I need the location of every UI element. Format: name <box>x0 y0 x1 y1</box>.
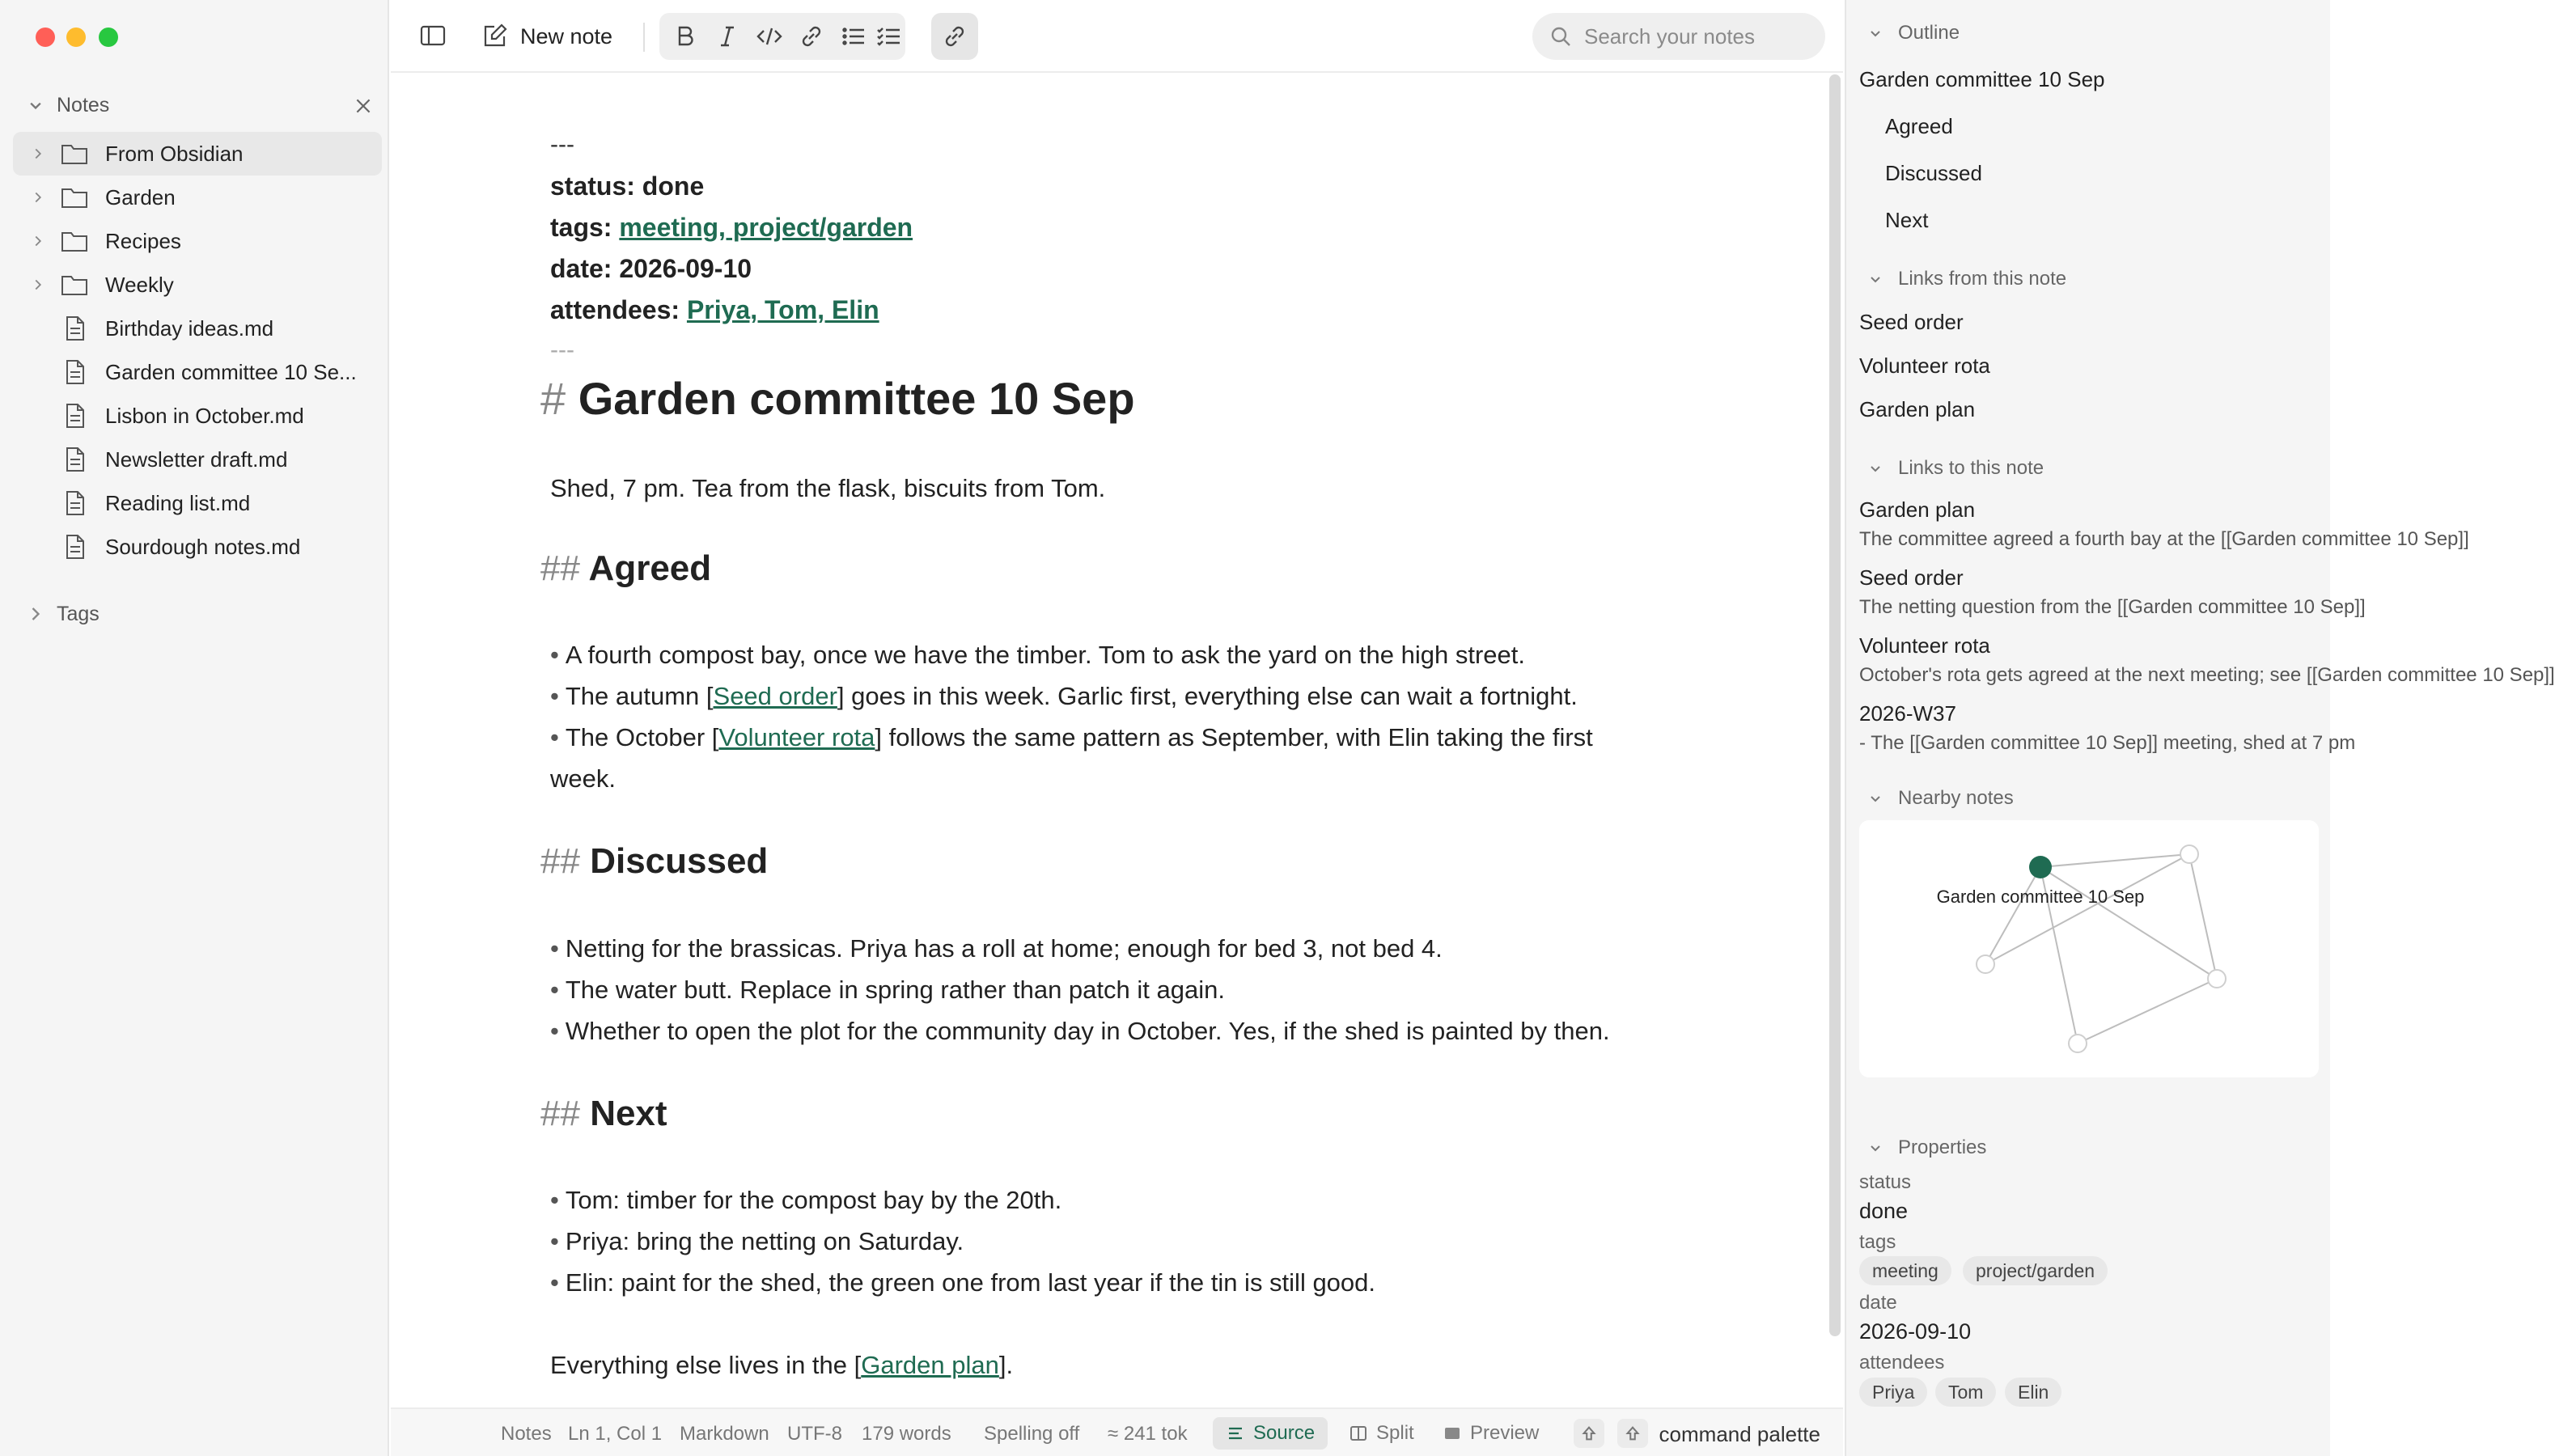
arrow-up-icon <box>1580 1424 1598 1442</box>
tree-item-label: Birthday ideas.md <box>105 315 274 341</box>
frontmatter-tags-link[interactable]: meeting, project/garden <box>619 213 913 242</box>
frontmatter-status <box>550 171 704 201</box>
frontmatter-key: attendees: <box>550 295 680 324</box>
lines-icon <box>1226 1424 1245 1443</box>
tag-chip[interactable]: meeting <box>1859 1256 1951 1285</box>
list-item-text: Elin: paint for the shed, the green one from last year if the tin is still good. <box>565 1268 1376 1297</box>
frontmatter-value: done <box>642 171 705 201</box>
bullet-marker: • <box>550 682 559 710</box>
frontmatter-attendees-link[interactable]: Priya, Tom, Elin <box>686 295 879 324</box>
graph-node[interactable] <box>2180 845 2198 863</box>
chevron-down-icon <box>1866 269 1885 289</box>
command-palette-button[interactable]: command palette <box>1659 1422 1820 1446</box>
window-close-button[interactable] <box>36 28 55 47</box>
heading-discussed <box>540 841 768 882</box>
list-item-text: The water butt. Replace in spring rather than patch it again. <box>565 976 1225 1004</box>
tags-section-label: Tags <box>57 602 100 625</box>
new-note-label: New note <box>520 23 613 49</box>
list-item <box>550 723 1593 752</box>
chevron-down-icon <box>1866 459 1885 478</box>
paragraph-text: ]. <box>998 1351 1014 1379</box>
bullet-marker: • <box>550 1017 559 1045</box>
backlink-title[interactable]: Volunteer rota <box>1859 633 1990 658</box>
tree-file-birthday-ideas[interactable] <box>13 307 382 350</box>
tree-item-label: Garden <box>105 184 176 210</box>
chevron-down-icon <box>1866 789 1885 808</box>
sidebar-toggle-icon[interactable] <box>418 21 447 50</box>
note-title: Garden committee 10 Sep <box>578 373 1135 424</box>
sync-up-button[interactable] <box>1574 1419 1604 1448</box>
list-item-text: Priya: bring the netting on Saturday. <box>565 1227 964 1255</box>
attendee-chip[interactable]: Tom <box>1935 1378 1996 1407</box>
tree-file-lisbon[interactable] <box>13 394 382 438</box>
checklist-icon[interactable] <box>875 22 904 51</box>
status-syntax: Markdown <box>680 1423 769 1445</box>
list-item <box>550 1227 964 1256</box>
file-icon <box>60 315 89 341</box>
tag-chip[interactable]: project/garden <box>1963 1256 2108 1285</box>
preview-icon <box>1443 1424 1462 1443</box>
chevron-right-icon <box>24 603 47 625</box>
list-item <box>550 682 1578 711</box>
outgoing-link-item[interactable]: Garden plan <box>1859 397 1976 421</box>
link-icon[interactable] <box>797 22 826 51</box>
formatting-group <box>659 13 905 60</box>
sync-down-button[interactable] <box>1617 1419 1648 1448</box>
notes-tree <box>13 132 382 569</box>
compose-icon <box>480 22 509 51</box>
file-icon <box>60 534 89 560</box>
property-value-status: done <box>1859 1199 1909 1223</box>
status-cursor-position: Ln 1, Col 1 <box>568 1423 663 1445</box>
heading-text: Next <box>590 1094 667 1133</box>
bullet-marker: • <box>550 1186 559 1214</box>
heading-next <box>540 1094 667 1134</box>
backlink-snippet: The netting question from the [[Garden committee 10 Sep]] <box>1859 596 2366 618</box>
notes-section-header[interactable] <box>24 91 380 120</box>
chevron-down-icon <box>1866 23 1885 43</box>
folder-icon <box>60 184 89 210</box>
list-item <box>550 976 1225 1005</box>
left-sidebar <box>0 0 389 1456</box>
property-label: tags <box>1859 1231 1896 1253</box>
bullet-marker: • <box>550 1268 559 1297</box>
list-item <box>550 1017 1610 1046</box>
frontmatter-tags <box>550 213 913 243</box>
intro-paragraph: Shed, 7 pm. Tea from the flask, biscuits from Tom. <box>550 474 1106 502</box>
heading-marker: # <box>540 373 566 424</box>
tree-file-reading-list[interactable] <box>13 481 382 525</box>
backlink-title[interactable]: Seed order <box>1859 565 1964 590</box>
tree-item-label: Newsletter draft.md <box>105 447 288 472</box>
bullet-marker: • <box>550 1227 559 1255</box>
file-icon <box>60 403 89 429</box>
list-item-text: Whether to open the plot for the community day in October. Yes, if the shed is painted by then. <box>565 1017 1610 1045</box>
heading-marker: ## <box>540 1094 580 1133</box>
chevron-right-icon[interactable] <box>29 145 47 163</box>
list-item-text: A fourth compost bay, once we have the timber. Tom to ask the yard on the high street. <box>565 641 1525 669</box>
file-icon <box>60 490 89 516</box>
preview-mode-label: Preview <box>1470 1422 1540 1444</box>
status-spelling[interactable]: Spelling off <box>984 1423 1080 1445</box>
editor-pane[interactable] <box>391 74 1827 1407</box>
list-item <box>550 1186 1061 1215</box>
folder-icon <box>60 228 89 254</box>
outline-item-agreed[interactable]: Agreed <box>1885 114 1953 138</box>
frontmatter-key: date: <box>550 254 612 283</box>
links-to-section-header[interactable] <box>1866 455 2044 481</box>
heading-marker: ## <box>540 841 580 881</box>
window-minimize-button[interactable] <box>66 28 86 47</box>
property-label: date <box>1859 1292 1897 1314</box>
frontmatter-date <box>550 254 752 284</box>
status-notes: Notes <box>501 1423 552 1445</box>
wikilink-seed-order[interactable]: Seed order <box>713 682 837 710</box>
outline-section-header[interactable] <box>1866 20 1960 46</box>
status-bar <box>391 1407 1843 1456</box>
list-item <box>550 641 1525 670</box>
outgoing-link-item[interactable]: Seed order <box>1859 310 1964 334</box>
list-item-wrap: week. <box>550 764 616 793</box>
frontmatter-delimiter: --- <box>550 336 574 363</box>
tree-item-label: Recipes <box>105 228 181 253</box>
list-item-text: The October [ <box>565 723 719 751</box>
property-label: attendees <box>1859 1352 1945 1373</box>
preview-mode-button[interactable] <box>1430 1417 1552 1450</box>
note-title-heading <box>540 372 1135 425</box>
list-item-text: Netting for the brassicas. Priya has a roll at home; enough for bed 3, not bed 4. <box>565 934 1443 963</box>
properties-section-header[interactable] <box>1866 1135 1986 1161</box>
heading-text: Agreed <box>588 548 712 588</box>
frontmatter-delimiter: --- <box>550 131 574 158</box>
tree-folder-garden[interactable] <box>13 176 382 219</box>
toolbar <box>391 0 1843 73</box>
tree-file-garden-committee[interactable] <box>13 350 382 394</box>
bullet-marker: • <box>550 723 559 751</box>
bullet-marker: • <box>550 641 559 669</box>
tree-folder-from-obsidian[interactable] <box>13 132 382 176</box>
chevron-right-icon[interactable] <box>29 276 47 294</box>
tree-file-newsletter[interactable] <box>13 438 382 481</box>
bullet-marker: • <box>550 976 559 1004</box>
links-to-title: Links to this note <box>1898 457 2044 479</box>
tree-file-sourdough[interactable] <box>13 525 382 569</box>
search-box[interactable] <box>1532 13 1825 60</box>
graph-node[interactable] <box>2208 970 2226 988</box>
tree-item-label: Garden committee 10 Se... <box>105 359 357 384</box>
outgoing-link-item[interactable]: Volunteer rota <box>1859 353 1990 378</box>
new-note-button[interactable] <box>480 19 612 53</box>
tree-item-label: Lisbon in October.md <box>105 403 304 428</box>
heading-marker: ## <box>540 548 580 588</box>
graph-node-label: Garden committee 10 Sep <box>1936 887 2145 907</box>
italic-icon[interactable] <box>713 22 742 51</box>
outline-item-next[interactable]: Next <box>1885 208 1929 232</box>
graph-canvas <box>1859 820 2319 1077</box>
code-icon[interactable] <box>755 22 784 51</box>
bullet-marker: • <box>550 934 559 963</box>
attendee-chip[interactable]: Elin <box>2005 1378 2061 1407</box>
backlink-title[interactable]: 2026-W37 <box>1859 701 1956 726</box>
chevron-down-icon <box>24 94 47 116</box>
search-input[interactable] <box>1584 24 1811 49</box>
notes-section-label: Notes <box>57 93 110 116</box>
right-sidebar <box>1845 0 2555 1456</box>
frontmatter-value: 2026-09-10 <box>619 254 752 283</box>
outro-paragraph <box>550 1351 1013 1380</box>
source-mode-button[interactable] <box>1213 1417 1328 1450</box>
frontmatter-key: status: <box>550 171 635 201</box>
bullet-list-icon[interactable] <box>839 22 868 51</box>
tree-item-label: Reading list.md <box>105 490 251 515</box>
frontmatter-key: tags: <box>550 213 612 242</box>
tree-item-label: From Obsidian <box>105 141 244 166</box>
split-mode-label: Split <box>1376 1422 1414 1444</box>
tags-section-header[interactable] <box>24 600 100 628</box>
tree-item-label: Sourdough notes.md <box>105 534 301 559</box>
wikilink-garden-plan[interactable]: Garden plan <box>861 1351 999 1379</box>
folder-icon <box>60 272 89 298</box>
toolbar-divider <box>643 23 645 52</box>
source-mode-label: Source <box>1253 1422 1316 1444</box>
chevron-right-icon[interactable] <box>29 188 47 206</box>
nearby-section-header[interactable] <box>1866 785 2014 811</box>
wikilink-button[interactable] <box>931 13 978 60</box>
property-value-date: 2026-09-10 <box>1859 1319 1972 1344</box>
list-item-text: ] follows the same pattern as September, with Elin taking the first <box>875 723 1593 751</box>
heading-agreed <box>540 548 711 589</box>
outline-title: Outline <box>1898 22 1960 44</box>
list-item-text: The autumn [ <box>565 682 714 710</box>
arrow-up-icon <box>1624 1424 1642 1442</box>
tree-folder-recipes[interactable] <box>13 219 382 263</box>
heading-text: Discussed <box>590 841 769 881</box>
tree-folder-weekly[interactable] <box>13 263 382 307</box>
nearby-notes-graph[interactable] <box>1859 820 2319 1077</box>
chevron-right-icon[interactable] <box>29 232 47 250</box>
list-item-text: Tom: timber for the compost bay by the 20th. <box>565 1186 1062 1214</box>
split-view-icon <box>1349 1424 1368 1443</box>
graph-current-node[interactable] <box>2029 856 2052 878</box>
split-mode-button[interactable] <box>1336 1417 1427 1450</box>
backlink-title[interactable]: Garden plan <box>1859 497 1976 522</box>
properties-title: Properties <box>1898 1136 1987 1158</box>
outline-item-discussed[interactable]: Discussed <box>1885 161 1982 185</box>
wikilink-volunteer-rota[interactable]: Volunteer rota <box>718 723 875 751</box>
status-token-count: ≈ 241 tok <box>1108 1423 1188 1445</box>
paragraph-text: Everything else lives in the [ <box>550 1351 862 1379</box>
link-icon <box>940 22 969 51</box>
links-from-section-header[interactable] <box>1866 266 2066 292</box>
list-item-text: ] goes in this week. Garlic first, everything else can wait a fortnight. <box>837 682 1578 710</box>
search-icon <box>1549 24 1573 49</box>
list-item <box>550 934 1443 963</box>
graph-node[interactable] <box>1977 955 1994 973</box>
backlink-snippet: October's rota gets agreed at the next meeting; see [[Garden committee 10 Sep]] <box>1859 664 2555 686</box>
backlink-snippet: - The [[Garden committee 10 Sep]] meeting, shed at 7 pm <box>1859 732 2356 754</box>
bold-icon[interactable] <box>671 22 700 51</box>
tree-item-label: Weekly <box>105 272 174 297</box>
chevron-down-icon <box>1866 1138 1885 1158</box>
close-icon[interactable] <box>353 95 374 116</box>
file-icon <box>60 447 89 472</box>
editor-scrollbar[interactable] <box>1829 74 1841 1336</box>
status-encoding: UTF-8 <box>787 1423 842 1445</box>
property-label: status <box>1859 1171 1912 1193</box>
nearby-title: Nearby notes <box>1898 787 2014 809</box>
frontmatter-attendees <box>550 295 879 325</box>
backlink-snippet: The committee agreed a fourth bay at the [[Garden committee 10 Sep]] <box>1859 528 2469 550</box>
folder-icon <box>60 141 89 167</box>
status-word-count: 179 words <box>862 1423 951 1445</box>
links-from-title: Links from this note <box>1898 268 2067 290</box>
window-zoom-button[interactable] <box>99 28 118 47</box>
list-item <box>550 1268 1375 1297</box>
file-icon <box>60 359 89 385</box>
graph-node[interactable] <box>2069 1035 2087 1052</box>
attendee-chip[interactable]: Priya <box>1859 1378 1927 1407</box>
outline-item-title[interactable]: Garden committee 10 Sep <box>1859 67 2105 91</box>
